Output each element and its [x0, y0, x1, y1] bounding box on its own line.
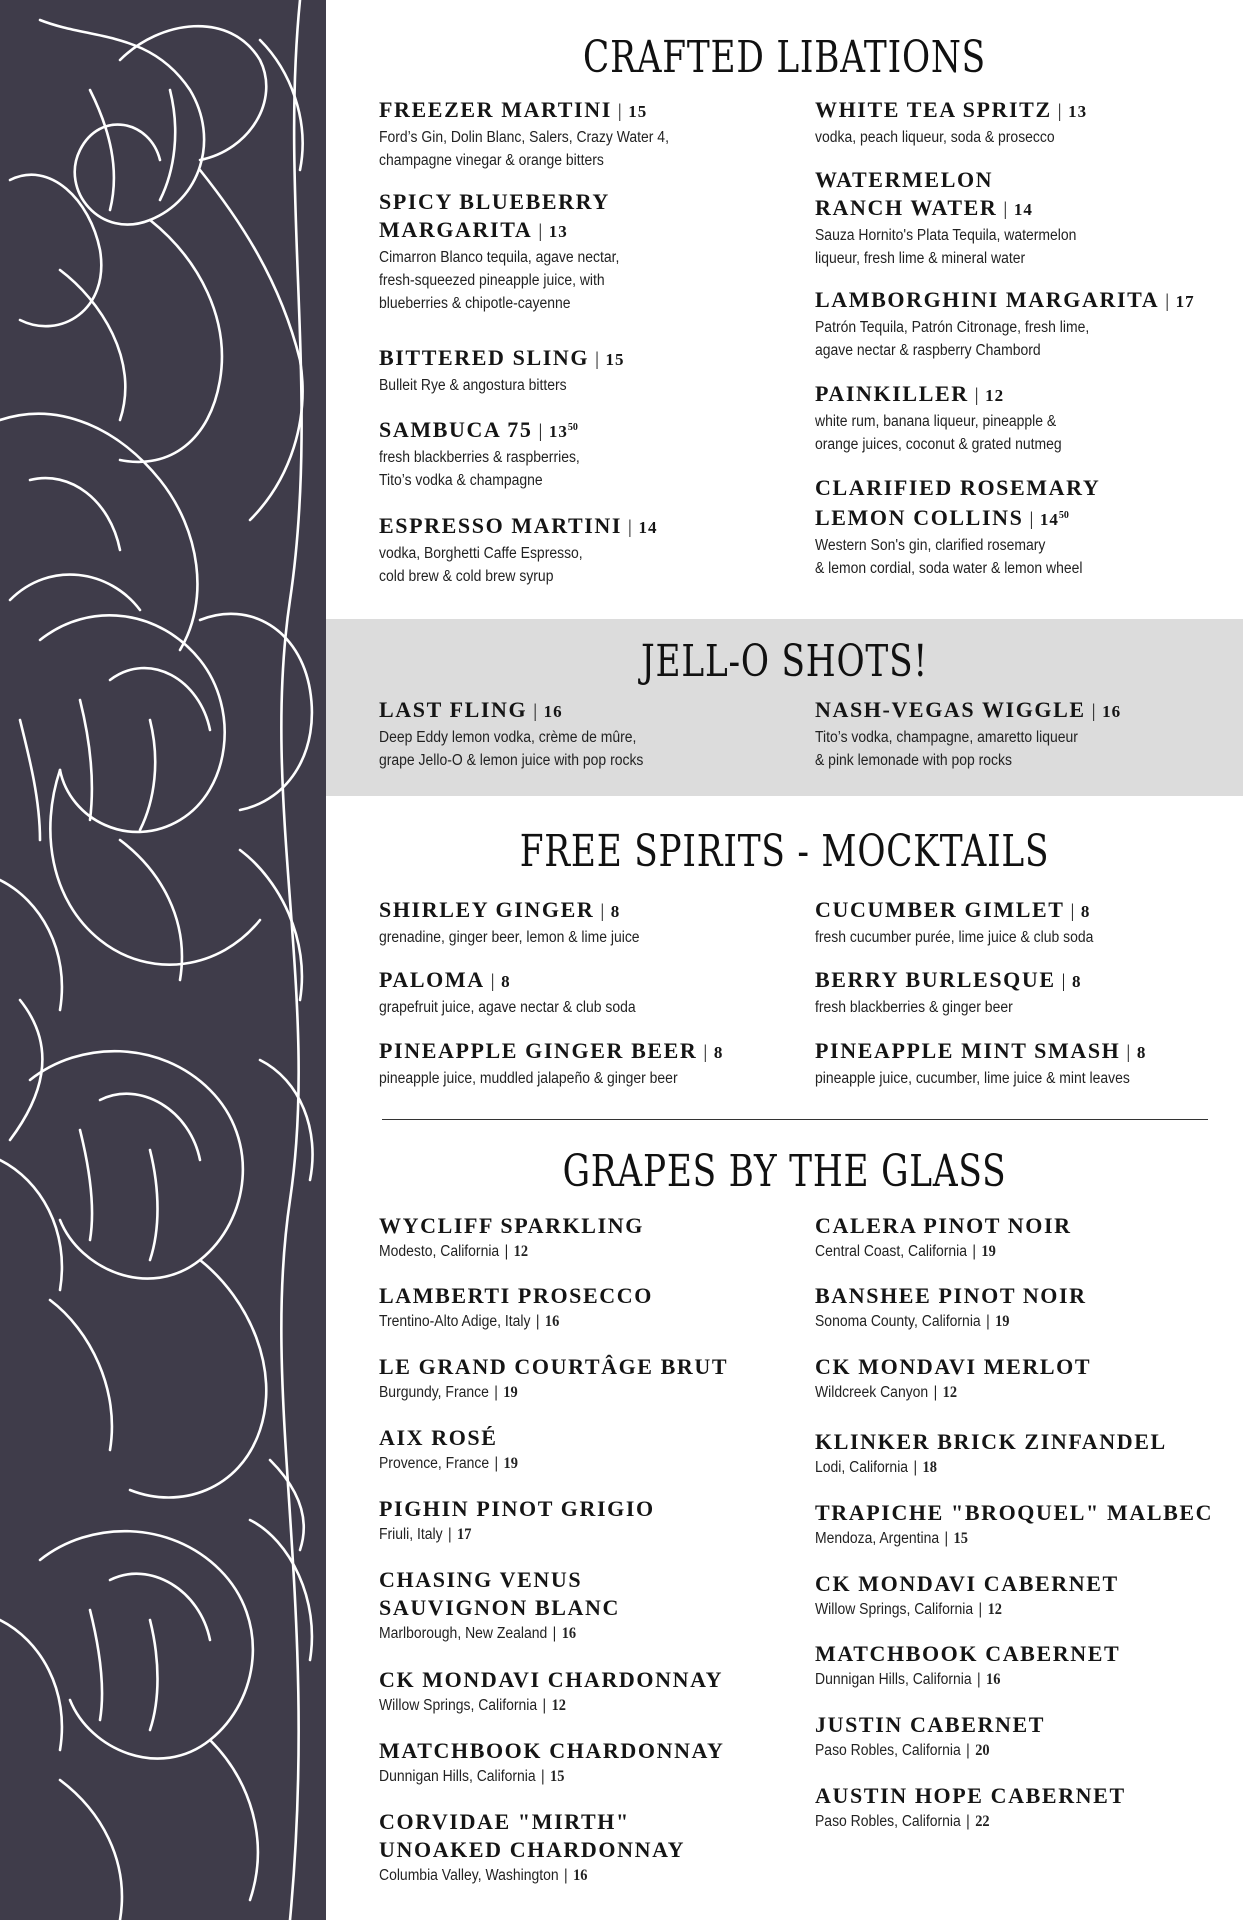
menu-item — [815, 696, 1243, 772]
item-description: vodka, Borghetti Caffe Espresso, — [379, 545, 583, 562]
wine-price: 19 — [503, 1455, 518, 1472]
item-name: WHITE TEA SPRITZ — [815, 97, 1052, 122]
wine-name: CORVIDAE "MIRTH" — [379, 1809, 630, 1834]
price-separator: | — [1126, 1042, 1132, 1063]
wine-origin: Mendoza, Argentina — [815, 1530, 940, 1547]
wine-item — [815, 1782, 1243, 1833]
item-description: white rum, banana liqueur, pineapple & — [815, 413, 1057, 430]
wine-price: 22 — [975, 1813, 990, 1830]
wine-name: CK MONDAVI CHARDONNAY — [379, 1667, 724, 1692]
wine-origin: Paso Robles, California — [815, 1813, 961, 1830]
wine-origin: Friuli, Italy — [379, 1526, 443, 1543]
wine-price: 16 — [561, 1625, 577, 1642]
item-price: 16 — [543, 702, 563, 721]
wine-item — [379, 1424, 809, 1475]
item-description: Cimarron Blanco tequila, agave nectar, — [379, 249, 620, 266]
menu-item — [379, 966, 809, 1019]
wine-item — [379, 1566, 809, 1645]
item-description: Ford’s Gin, Dolin Blanc, Salers, Crazy Water 4, — [379, 129, 669, 146]
wine-name: KLINKER BRICK ZINFANDEL — [815, 1429, 1167, 1454]
item-name: ESPRESSO MARTINI — [379, 513, 623, 538]
item-price: 8 — [1072, 972, 1082, 991]
price-separator: | — [504, 1243, 509, 1260]
wine-price: 18 — [922, 1459, 937, 1476]
item-name: WATERMELON — [815, 167, 994, 192]
item-description: agave nectar & raspberry Chambord — [815, 342, 1041, 359]
menu-item — [379, 696, 809, 772]
item-price: 12 — [985, 386, 1005, 405]
item-name: NASH-VEGAS WIGGLE — [815, 697, 1086, 722]
wine-price: 12 — [987, 1601, 1002, 1618]
wine-item — [815, 1428, 1243, 1479]
item-name: BITTERED SLING — [379, 345, 590, 370]
wine-name: JUSTIN CABERNET — [815, 1712, 1045, 1737]
wine-name: CK MONDAVI MERLOT — [815, 1354, 1092, 1379]
item-description: fresh blackberries & ginger beer — [815, 999, 1013, 1016]
wine-item — [379, 1666, 809, 1717]
item-name: MARGARITA — [379, 217, 533, 242]
price-separator: | — [490, 971, 497, 992]
item-description: Patrón Tequila, Patrón Citronage, fresh lime, — [815, 319, 1090, 336]
wine-origin: Dunnigan Hills, California — [379, 1768, 536, 1785]
item-description: fresh-squeezed pineapple juice, with — [379, 272, 605, 289]
price-separator: | — [1057, 101, 1064, 122]
price-separator: | — [617, 101, 624, 122]
wine-item — [379, 1495, 809, 1546]
price-separator: | — [552, 1625, 557, 1642]
menu-item — [379, 96, 809, 172]
item-price: 8 — [713, 1043, 724, 1062]
item-name: LAMBORGHINI MARGARITA — [815, 287, 1160, 312]
menu-item — [379, 344, 809, 397]
wine-name: PIGHIN PINOT GRIGIO — [379, 1496, 655, 1521]
item-name: SHIRLEY GINGER — [379, 897, 595, 922]
wine-name: WYCLIFF SPARKLING — [379, 1213, 644, 1238]
wine-item — [379, 1282, 809, 1333]
item-description: pineapple juice, muddled jalapeño & ginger beer — [379, 1070, 678, 1087]
menu-item — [379, 1037, 809, 1090]
item-name: PALOMA — [379, 967, 485, 992]
price-separator: | — [541, 1768, 545, 1785]
wine-item — [815, 1353, 1243, 1404]
price-separator: | — [933, 1384, 938, 1401]
wine-origin: Marlborough, New Zealand — [379, 1625, 548, 1642]
item-name: SPICY BLUEBERRY — [379, 189, 610, 214]
menu-item — [815, 96, 1243, 149]
price-separator: | — [533, 701, 539, 722]
wine-item — [815, 1711, 1243, 1762]
item-name: SAMBUCA 75 — [379, 417, 533, 442]
menu-item — [815, 1037, 1243, 1090]
wine-name: SAUVIGNON BLANC — [379, 1595, 620, 1620]
wine-price: 15 — [953, 1530, 968, 1547]
wine-origin: Central Coast, California — [815, 1243, 967, 1260]
section-title-jello-shots: JELL-O SHOTS! — [641, 636, 928, 687]
wine-name: UNOAKED CHARDONNAY — [379, 1837, 686, 1862]
item-description: fresh cucumber purée, lime juice & club soda — [815, 929, 1094, 946]
item-price: 15 — [628, 102, 648, 121]
item-name: PINEAPPLE GINGER BEER — [379, 1038, 698, 1063]
floral-side-panel — [0, 0, 326, 1920]
wine-origin: Trentino-Alto Adige, Italy — [379, 1313, 531, 1330]
section-divider — [382, 1119, 1208, 1120]
price-separator: | — [1029, 509, 1035, 530]
wine-origin: Sonoma County, California — [815, 1313, 981, 1330]
price-separator: | — [703, 1042, 709, 1063]
wine-origin: Dunnigan Hills, California — [815, 1671, 972, 1688]
price-separator: | — [944, 1530, 949, 1547]
item-description: Tito’s vodka, champagne, amaretto liqueur — [815, 729, 1078, 746]
price-separator: | — [538, 221, 544, 242]
item-price: 16 — [1102, 702, 1122, 721]
item-name: PINEAPPLE MINT SMASH — [815, 1038, 1121, 1063]
wine-price: 19 — [995, 1313, 1010, 1330]
wine-origin: Columbia Valley, Washington — [379, 1867, 559, 1884]
item-price: $13^{50}$ — [548, 422, 578, 441]
menu-item — [379, 414, 809, 492]
price-separator: | — [913, 1459, 918, 1476]
price-separator: | — [1091, 701, 1098, 722]
item-name: FREEZER MARTINI — [379, 97, 612, 122]
wine-price: 16 — [544, 1313, 560, 1330]
wine-price: 16 — [986, 1671, 1001, 1688]
item-description: Western Son's gin, clarified rosemary — [815, 537, 1046, 554]
wine-origin: Willow Springs, California — [815, 1601, 974, 1618]
item-price: 14 — [1013, 200, 1033, 219]
price-separator: | — [628, 517, 634, 538]
item-name: PAINKILLER — [815, 381, 969, 406]
item-description: Tito’s vodka & champagne — [379, 472, 543, 489]
item-description: orange juices, coconut & grated nutmeg — [815, 436, 1062, 453]
item-price: 8 — [1080, 902, 1091, 921]
item-price: 14 — [638, 518, 658, 537]
item-description: & lemon cordial, soda water & lemon wheel — [815, 560, 1083, 577]
wine-name: MATCHBOOK CHARDONNAY — [379, 1738, 725, 1763]
wine-item — [815, 1282, 1243, 1333]
menu-item — [815, 896, 1243, 949]
menu-item — [815, 966, 1243, 1019]
price-separator: | — [966, 1742, 970, 1759]
wine-origin: Willow Springs, California — [379, 1697, 538, 1714]
wine-item — [379, 1353, 809, 1404]
wine-item — [379, 1808, 809, 1887]
menu-item — [379, 188, 809, 315]
price-separator: | — [600, 901, 606, 922]
price-separator: | — [535, 1313, 540, 1330]
price-separator: | — [1070, 901, 1076, 922]
item-price: 8 — [1136, 1043, 1147, 1062]
item-description: cold brew & cold brew syrup — [379, 568, 554, 585]
wine-name: MATCHBOOK CABERNET — [815, 1641, 1121, 1666]
item-description: & pink lemonade with pop rocks — [815, 752, 1012, 769]
section-title-mocktails: FREE SPIRITS - MOCKTAILS — [519, 826, 1050, 877]
item-name: LAST FLING — [379, 697, 528, 722]
wine-item — [815, 1570, 1243, 1621]
wine-price: 19 — [503, 1384, 518, 1401]
wine-origin: Lodi, California — [815, 1459, 909, 1476]
item-description: champagne vinegar & orange bitters — [379, 152, 604, 169]
floral-illustration — [0, 0, 326, 1920]
wine-price: 12 — [513, 1243, 529, 1260]
price-separator: | — [595, 349, 601, 370]
item-name: CLARIFIED ROSEMARY — [815, 475, 1101, 500]
price-separator: | — [974, 385, 981, 406]
price-separator: | — [538, 421, 544, 442]
wine-name: BANSHEE PINOT NOIR — [815, 1283, 1087, 1308]
price-separator: | — [494, 1384, 498, 1401]
item-description: blueberries & chipotle-cayenne — [379, 295, 571, 312]
price-separator: | — [447, 1526, 452, 1543]
price-separator: | — [1061, 971, 1068, 992]
wine-name: LE GRAND COURTÂGE BRUT — [379, 1354, 729, 1379]
section-title-crafted-libations: CRAFTED LIBATIONS — [583, 32, 986, 83]
price-separator: | — [564, 1867, 568, 1884]
item-description: liqueur, fresh lime & mineral water — [815, 250, 1026, 267]
wine-name: CK MONDAVI CABERNET — [815, 1571, 1119, 1596]
wine-origin: Burgundy, France — [379, 1384, 489, 1401]
item-price: $14^{50}$ — [1039, 510, 1069, 529]
item-name: RANCH WATER — [815, 195, 998, 220]
menu-item — [815, 286, 1243, 362]
item-price: 15 — [605, 350, 625, 369]
wine-name: CHASING VENUS — [379, 1567, 583, 1592]
item-name: CUCUMBER GIMLET — [815, 897, 1065, 922]
price-separator: | — [986, 1313, 990, 1330]
wine-origin: Provence, France — [379, 1455, 490, 1472]
wine-price: 12 — [942, 1384, 958, 1401]
wine-name: LAMBERTI PROSECCO — [379, 1283, 653, 1308]
wine-item — [815, 1212, 1243, 1263]
item-name: LEMON COLLINS — [815, 505, 1024, 530]
item-price: 13 — [1068, 102, 1088, 121]
price-separator: | — [494, 1455, 499, 1472]
item-description: Sauza Hornito's Plata Tequila, watermelon — [815, 227, 1077, 244]
item-description: Deep Eddy lemon vodka, crème de mûre, — [379, 729, 637, 746]
item-description: Bulleit Rye & angostura bitters — [379, 377, 567, 394]
item-price: 17 — [1175, 292, 1195, 311]
item-description: grenadine, ginger beer, lemon & lime juice — [379, 929, 640, 946]
item-name: BERRY BURLESQUE — [815, 967, 1056, 992]
wine-price: 17 — [456, 1526, 472, 1543]
section-title-grapes-by-the-glass: GRAPES BY THE GLASS — [562, 1146, 1007, 1197]
wine-item — [379, 1212, 809, 1263]
wine-origin: Paso Robles, California — [815, 1742, 961, 1759]
item-description: pineapple juice, cucumber, lime juice & mint leaves — [815, 1070, 1130, 1087]
wine-origin: Modesto, California — [379, 1243, 500, 1260]
menu-item — [379, 512, 809, 588]
wine-price: 16 — [573, 1867, 588, 1884]
price-separator: | — [966, 1813, 970, 1830]
wine-price: 12 — [551, 1697, 566, 1714]
wine-price: 19 — [981, 1243, 996, 1260]
item-price: 8 — [610, 902, 621, 921]
menu-item — [815, 380, 1243, 456]
wine-price: 15 — [550, 1768, 565, 1785]
wine-origin: Wildcreek Canyon — [815, 1384, 929, 1401]
wine-item — [815, 1640, 1243, 1691]
price-separator: | — [1003, 199, 1009, 220]
menu-item — [815, 166, 1243, 270]
menu-item — [379, 896, 809, 949]
item-description: grape Jello-O & lemon juice with pop rocks — [379, 752, 644, 769]
menu-item — [815, 474, 1243, 580]
price-separator: | — [977, 1671, 981, 1688]
price-separator: | — [542, 1697, 547, 1714]
wine-item — [379, 1737, 809, 1788]
wine-name: TRAPICHE "BROQUEL" MALBEC — [815, 1500, 1214, 1525]
wine-name: CALERA PINOT NOIR — [815, 1213, 1072, 1238]
item-description: vodka, peach liqueur, soda & prosecco — [815, 129, 1055, 146]
item-price: 13 — [548, 222, 568, 241]
item-price: 8 — [501, 972, 511, 991]
price-separator: | — [978, 1601, 983, 1618]
item-description: grapefruit juice, agave nectar & club soda — [379, 999, 636, 1016]
price-separator: | — [1165, 291, 1171, 312]
wine-name: AUSTIN HOPE CABERNET — [815, 1783, 1126, 1808]
wine-price: 20 — [975, 1742, 990, 1759]
item-description: fresh blackberries & raspberries, — [379, 449, 580, 466]
wine-name: AIX ROSÉ — [379, 1425, 498, 1450]
wine-item — [815, 1499, 1243, 1550]
price-separator: | — [972, 1243, 977, 1260]
